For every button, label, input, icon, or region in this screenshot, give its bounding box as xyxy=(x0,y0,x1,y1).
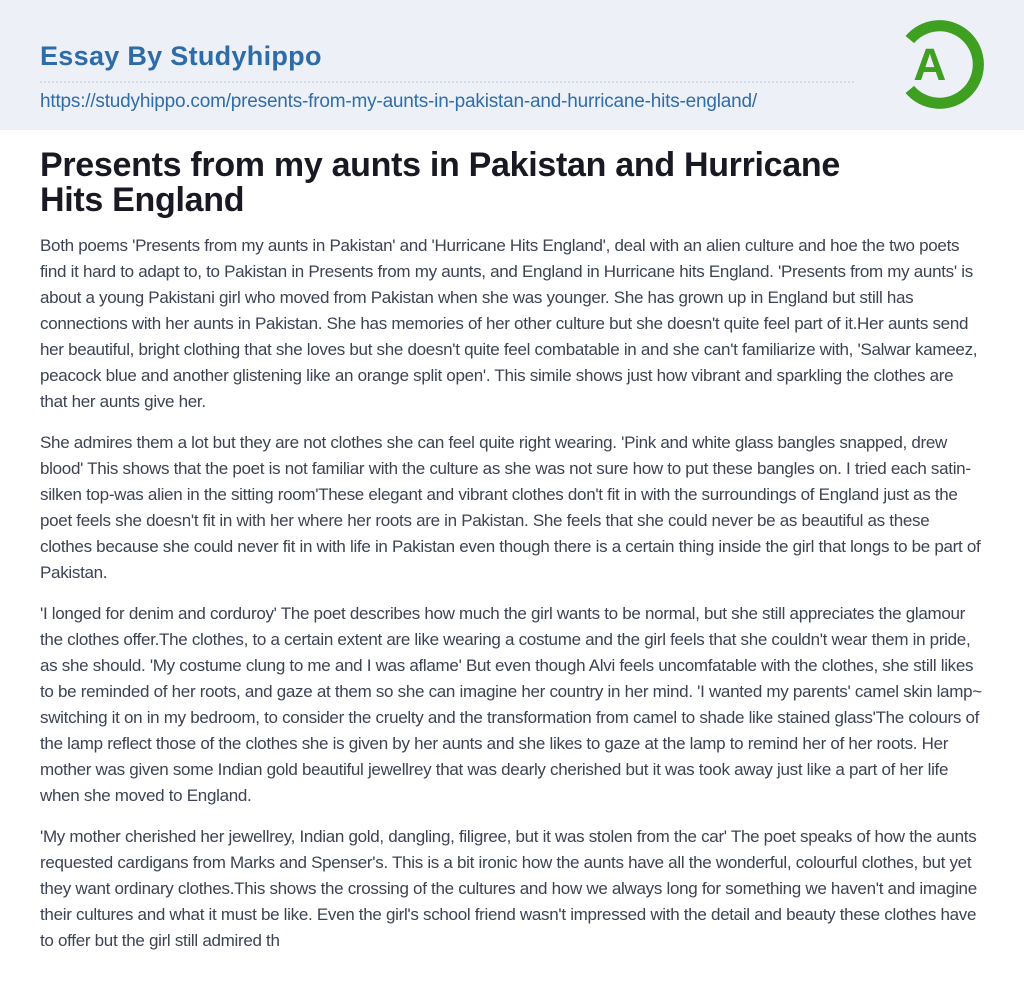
essay-content xyxy=(0,130,1024,954)
logo-letter: A xyxy=(913,39,947,91)
essay-paragraph-4: 'My mother cherished her jewellrey, Indian gold, dangling, filigree, but it was stolen from the car' The poet speaks of how the aunts requested cardigans from Marks and Spenser's. This is a bit ironic how the aunts have all the wonderful, colourful clothes, but yet they want ordinary clothes.This shows the crossing of the cultures and how we always long for something we haven't and imagine their cultures and what it must be like. Even the girl's school friend wasn't impressed with the detail and beauty these clothes have to offer but the girl still admired th xyxy=(40,827,977,950)
page-header xyxy=(0,0,1024,130)
dotted-divider xyxy=(40,81,854,83)
essay-paragraph-1: Both poems 'Presents from my aunts in Pakistan' and 'Hurricane Hits England', deal with an alien culture and hoe the two poets find it hard to adapt to, to Pakistan in Presents from my aunts, and England in Hurricane hits England. 'Presents from my aunts' is about a young Pakistani girl who moved from Pakistan when she was younger. She has grown up in England but still has connections with her aunts in Pakistan. She has memories of her other culture but she doesn't quite feel part of it.Her aunts send her beautiful, bright clothing that she loves but she doesn't quite feel combatable in and she can't familiarize with, 'Salwar kameez, peacock blue and another glistening like an orange split open'. This simile shows just how vibrant and sparkling the clothes are that her aunts give her. xyxy=(40,236,978,411)
essay-paragraph-3: 'I longed for denim and corduroy' The poet describes how much the girl wants to be normal, but she still appreciates the glamour the clothes offer.The clothes, to a certain extent are like wearing a costume and the girl feels that she couldn't wear them in pride, as she should. 'My costume clung to me and I was aflame' But even though Alvi feels uncomfatable with the clothes, she still likes to be reminded of her roots, and gaze at them so she can imagine her country in her mind. 'I wanted my parents' camel skin lamp~ switching it on in my bedroom, to consider the cruelty and the transformation from camel to shade like stained glass'The colours of the lamp reflect those of the clothes she is given by her aunts and she likes to gaze at the lamp to remind her of her roots. Her mother was given some Indian gold beautiful jewellrey that was dearly cherished but it was took away just like a part of her life when she moved to England. xyxy=(40,604,982,805)
essay-title: Presents from my aunts in Pakistan and Hurricane Hits England xyxy=(40,146,840,219)
site-title-link[interactable]: Essay By Studyhippo xyxy=(40,41,322,71)
studyhippo-logo-icon[interactable] xyxy=(891,16,988,113)
page-url-link[interactable]: https://studyhippo.com/presents-from-my-aunts-in-pakistan-and-hurricane-hits-england/ xyxy=(40,90,757,112)
essay-paragraph-2: She admires them a lot but they are not clothes she can feel quite right wearing. 'Pink and white glass bangles snapped, drew blood' This shows that the poet is not familiar with the culture as she was not sure how to put these bangles on. I tried each satin-silken top-was alien in the sitting room'These elegant and vibrant clothes don't fit in with the surroundings of England just as the poet feels she doesn't fit in with her where her roots are in Pakistan. She feels that she could never be as beautiful as these clothes because she could never fit in with life in Pakistan even though there is a certain thing inside the girl that longs to be part of Pakistan. xyxy=(40,433,981,582)
